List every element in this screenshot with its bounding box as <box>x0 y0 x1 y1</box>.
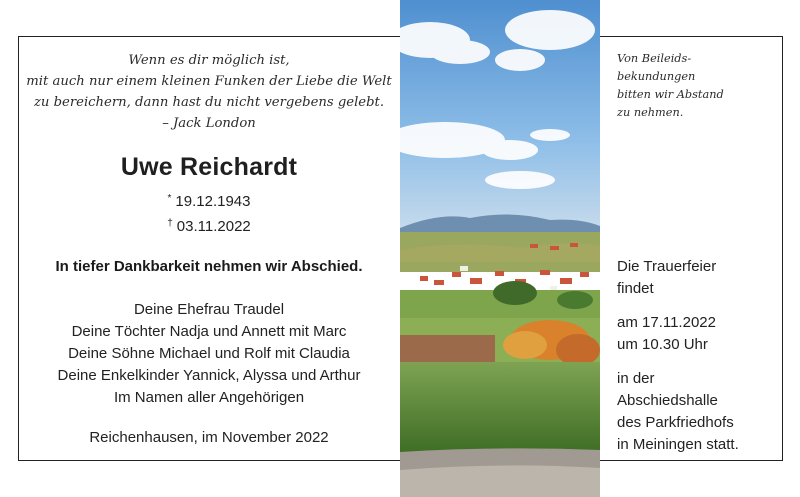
ceremony-time: um 10.30 Uhr <box>617 336 708 353</box>
ceremony-location-line: Abschiedshalle <box>617 392 718 409</box>
landscape-photo <box>400 0 600 497</box>
mourner-line: Deine Söhne Michael und Rolf mit Claudia <box>68 345 350 362</box>
death-symbol: † <box>167 218 173 229</box>
birth-date: 19.12.1943 <box>175 193 251 210</box>
funeral-ceremony-info <box>617 256 782 456</box>
ceremony-date: am 17.11.2022 <box>617 314 716 331</box>
ceremony-intro-line: findet <box>617 280 654 297</box>
death-line <box>18 213 400 238</box>
ceremony-location-line: in der <box>617 370 655 387</box>
place-and-date: Reichenhausen, im November 2022 <box>89 429 329 446</box>
birth-symbol: * <box>167 193 172 204</box>
quote-line: Wenn es dir möglich ist, <box>128 53 290 68</box>
epitaph-quote <box>18 50 400 134</box>
death-date: 03.11.2022 <box>176 218 251 235</box>
quote-author: – Jack London <box>162 116 256 131</box>
quote-line: zu bereichern, dann hast du nicht vergebens gelebt. <box>33 95 385 110</box>
deceased-name: Uwe Reichardt <box>120 153 298 181</box>
ceremony-intro-line: Die Trauerfeier <box>617 258 717 275</box>
condolence-line: bitten wir Abstand <box>617 88 724 101</box>
condolence-line: Von Beileids- <box>617 52 692 65</box>
mourner-line: Deine Ehefrau Traudel <box>133 301 285 318</box>
mourners-list <box>18 299 400 409</box>
mourner-line: Deine Enkelkinder Yannick, Alyssa und Arthur <box>57 367 361 384</box>
ceremony-location-line: des Parkfriedhofs <box>617 414 734 431</box>
mourner-line: Im Namen aller Angehörigen <box>113 389 305 406</box>
life-dates <box>18 188 400 238</box>
quote-line: mit auch nur einem kleinen Funken der Liebe die Welt <box>26 74 392 89</box>
condolence-line: bekundungen <box>617 70 696 83</box>
mourner-line: Deine Töchter Nadja und Annett mit Marc <box>71 323 347 340</box>
condolence-note <box>617 50 777 122</box>
farewell-statement: In tiefer Dankbarkeit nehmen wir Abschied. <box>55 258 363 275</box>
ceremony-location-line: in Meiningen statt. <box>617 436 739 453</box>
birth-line <box>18 188 400 213</box>
condolence-line: zu nehmen. <box>617 106 684 119</box>
